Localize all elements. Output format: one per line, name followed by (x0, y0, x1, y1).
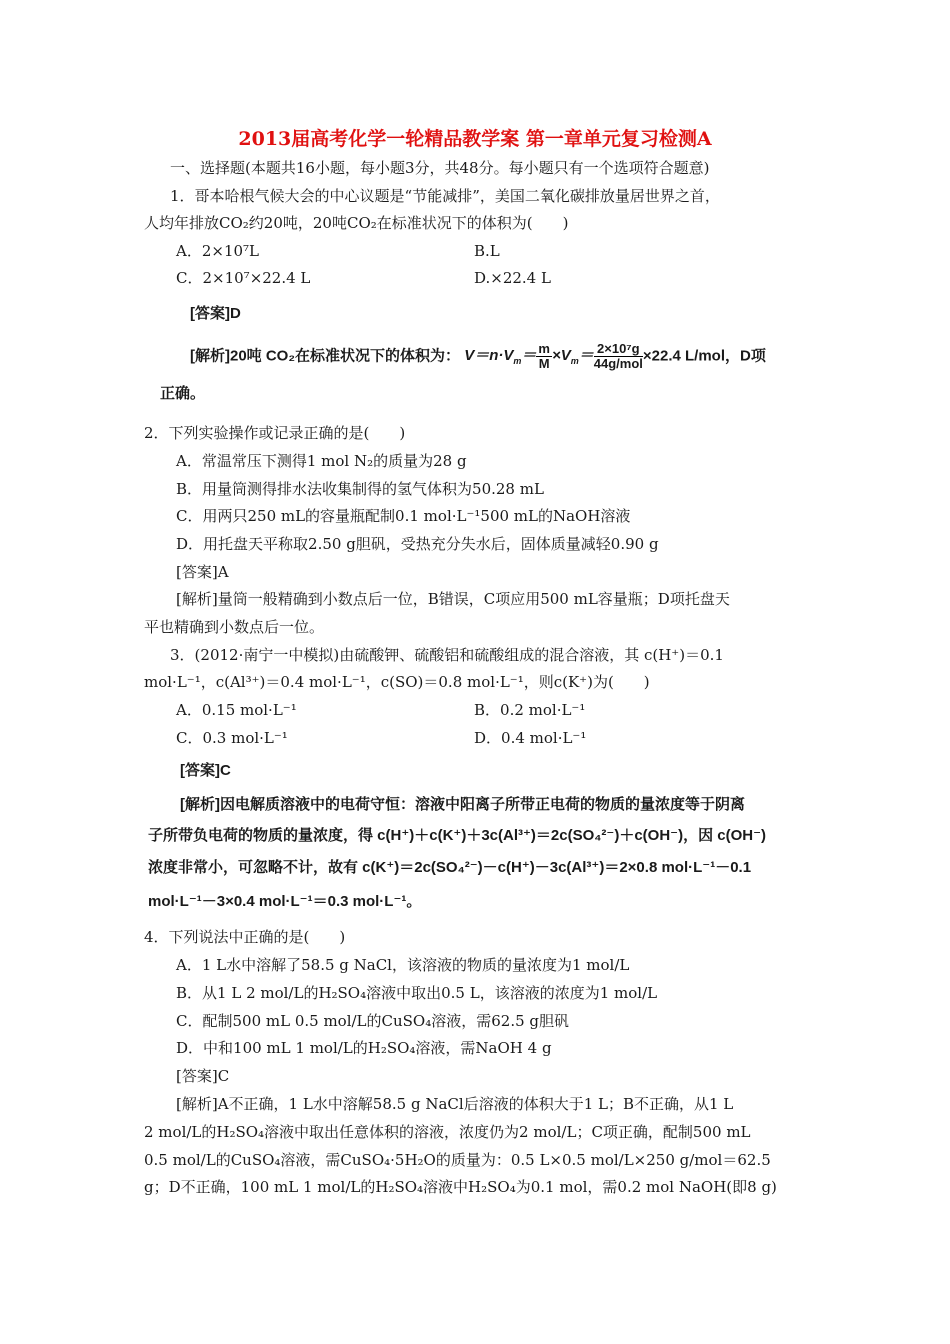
q3-option-c: C．0.3 mol·L⁻¹ (176, 729, 288, 747)
q2-option-b: B．用量筒测得排水法收集制得的氢气体积为50.28 mL (176, 480, 544, 498)
q4-option-c: C．配制500 mL 0.5 mol/L的CuSO₄溶液，需62.5 g胆矾 (176, 1012, 570, 1030)
q2-option-d: D．用托盘天平称取2.50 g胆矾，受热充分失水后，固体质量减轻0.90 g (176, 535, 659, 553)
q3-analysis-line1: [解析]因电解质溶液中的电荷守恒：溶液中阳离子所带正电荷的物质的量浓度等于阴离 (180, 796, 745, 813)
q1-formula-sub: m (513, 356, 522, 367)
q2-option-a: A．常温常压下测得1 mol N₂的质量为28 g (176, 452, 467, 470)
q3-analysis-line4: mol·L⁻¹－3×0.4 mol·L⁻¹＝0.3 mol·L⁻¹。 (148, 893, 422, 910)
q4-analysis-line2: 2 mol/L的H₂SO₄溶液中取出任意体积的溶液，浓度仍为2 mol/L；C项正确，配制500 mL (144, 1123, 751, 1141)
q1-stem-line2: 人均年排放CO₂约20吨，20吨CO₂在标准状况下的体积为( ) (144, 214, 569, 232)
q4-analysis-line3: 0.5 mol/L的CuSO₄溶液，需CuSO₄·5H₂O的质量为：0.5 L×0.5 mol/L×250 g/mol＝62.5 (144, 1151, 771, 1169)
q2-analysis-line2: 平也精确到小数点后一位。 (144, 618, 325, 636)
q4-analysis-line1: [解析]A不正确，1 L水中溶解58.5 g NaCl后溶液的体积大于1 L；B不正确，从1 L (176, 1095, 734, 1113)
q3-answer: [答案]C (180, 762, 231, 779)
q3-stem-line2: mol·L⁻¹，c(Al³⁺)＝0.4 mol·L⁻¹，c(SO)＝0.8 mol·L⁻¹，则c(K⁺)为( ) (144, 673, 650, 691)
q1-option-a: A．2×10⁷L (176, 242, 260, 260)
q4-option-b: B．从1 L 2 mol/L的H₂SO₄溶液中取出0.5 L，该溶液的浓度为1 mol/L (176, 984, 658, 1002)
q3-option-d: D．0.4 mol·L⁻¹ (474, 729, 587, 747)
q1-stem-line1: 1．哥本哈根气候大会的中心议题是“节能减排”，美国二氧化碳排放量居世界之首， (170, 187, 720, 205)
q4-stem: 4．下列说法中正确的是( ) (144, 928, 346, 946)
q3-analysis-line2: 子所带负电荷的物质的量浓度，得 c(H⁺)＋c(K⁺)＋3c(Al³⁺)＝2c(SO₄²⁻)＋c(OH⁻)，因 c(OH⁻) (148, 827, 766, 844)
q4-analysis-line4: g；D不正确，100 mL 1 mol/L的H₂SO₄溶液中H₂SO₄为0.1 mol，需0.2 mol NaOH(即8 g) (144, 1178, 777, 1196)
q1-analysis: [解析]20吨 CO₂在标准状况下的体积为： $V=n\cdot V_m=$ $\frac{m}{M}$ $\times V_m=$ $\frac{\text{2×10⁷g}}{\text{44g/mol}}$ ×22.4 L/mol，D项 (190, 341, 766, 371)
q1-answer: [答案]D (190, 305, 241, 322)
q4-answer: [答案]C (176, 1067, 230, 1085)
q1-option-b: B.L (474, 242, 500, 260)
q1-fraction-mass-over-molar: $\frac{\text{2×10⁷g}}{\text{44g/mol}}$ (593, 341, 643, 371)
q4-option-d: D．中和100 mL 1 mol/L的H₂SO₄溶液，需NaOH 4 g (176, 1039, 552, 1057)
q2-stem: 2．下列实验操作或记录正确的是( ) (144, 424, 406, 442)
q1-fraction-m-over-M: $\frac{m}{M}$ (538, 341, 550, 371)
q1-analysis-prefix: [解析]20吨 CO₂在标准状况下的体积为： (190, 347, 461, 365)
q2-analysis-line1: [解析]量筒一般精确到小数点后一位，B错误，C项应用500 mL容量瓶；D项托盘天 (176, 590, 730, 608)
q3-option-b: B．0.2 mol·L⁻¹ (474, 701, 586, 719)
document-title: 2013届高考化学一轮精品教学案 第一章单元复习检测A (238, 128, 712, 150)
q1-formula-tail: ×22.4 L/mol，D项 (642, 347, 766, 365)
q1-analysis-end: 正确。 (160, 385, 206, 402)
q1-option-c: C．2×10⁷×22.4 L (176, 269, 311, 287)
q2-answer: [答案]A (176, 563, 229, 581)
q3-analysis-line3: 浓度非常小，可忽略不计，故有 c(K⁺)＝2c(SO₄²⁻)－c(H⁺)－3c(Al³⁺)＝2×0.8 mol·L⁻¹－0.1 (148, 859, 752, 876)
q1-formula-v: V＝n·V (464, 347, 514, 365)
q2-option-c: C．用两只250 mL的容量瓶配制0.1 mol·L⁻¹500 mL的NaOH溶液 (176, 507, 631, 525)
q3-option-a: A．0.15 mol·L⁻¹ (176, 701, 297, 719)
q3-stem-line1: 3．(2012·南宁一中模拟)由硫酸钾、硫酸铝和硫酸组成的混合溶液，其 c(H⁺)＝0.1 (170, 646, 724, 664)
section-heading: 一、选择题(本题共16小题，每小题3分，共48分。每小题只有一个选项符合题意) (170, 159, 710, 177)
q1-option-d: D.×22.4 L (474, 269, 551, 287)
q4-option-a: A．1 L水中溶解了58.5 g NaCl，该溶液的物质的量浓度为1 mol/L (176, 956, 630, 974)
